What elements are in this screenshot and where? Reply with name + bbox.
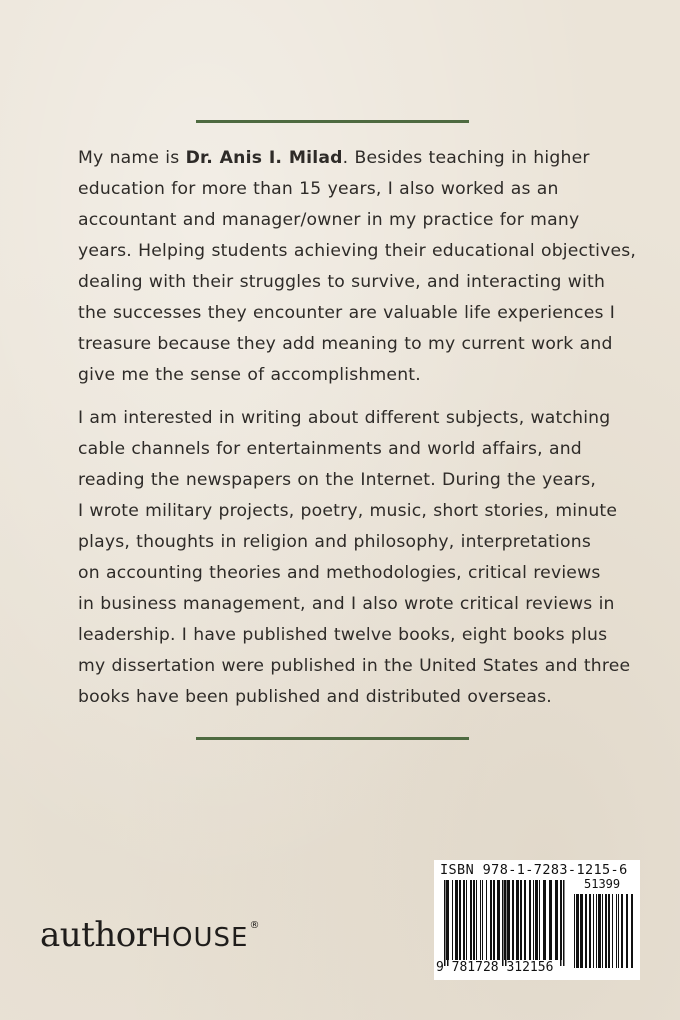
ean-digits: 9 781728 312156 bbox=[436, 960, 554, 975]
bio-line: dealing with their struggles to survive, and interacting with bbox=[78, 272, 606, 292]
bio-line: I am interested in writing about different subjects, watching bbox=[78, 408, 611, 428]
bio-line: cable channels for entertainments and world affairs, and bbox=[78, 439, 582, 459]
author-bio bbox=[78, 143, 637, 725]
isbn-barcode bbox=[434, 860, 640, 980]
bio-paragraph-2 bbox=[78, 403, 631, 713]
bio-line: my dissertation were published in the United States and three bbox=[78, 656, 631, 676]
bio-line: leadership. I have published twelve books, eight books plus bbox=[78, 625, 608, 645]
bio-line: on accounting theories and methodologies, critical reviews bbox=[78, 563, 601, 583]
bio-line: education for more than 15 years, I also worked as an bbox=[78, 179, 559, 199]
logo-author-text: author bbox=[40, 915, 152, 955]
bio-intro-text: My name is bbox=[78, 148, 186, 168]
author-name: Dr. Anis I. Milad bbox=[185, 148, 343, 168]
bio-line: books have been published and distributed overseas. bbox=[78, 687, 552, 707]
bio-line-rest: . Besides teaching in higher bbox=[342, 148, 590, 168]
bio-line: years. Helping students achieving their educational objectives, bbox=[78, 241, 637, 261]
bio-line: I wrote military projects, poetry, music, short stories, minute bbox=[78, 501, 618, 521]
registered-mark: ® bbox=[249, 920, 260, 931]
bio-paragraph-1 bbox=[78, 143, 637, 391]
bio-line: accountant and manager/owner in my practice for many bbox=[78, 210, 580, 230]
top-divider bbox=[196, 120, 469, 123]
bio-line bbox=[78, 143, 614, 174]
bio-line: give me the sense of accomplishment. bbox=[78, 365, 421, 385]
isbn-label: ISBN 978-1-7283-1215-6 bbox=[440, 862, 628, 878]
bio-line: the successes they encounter are valuable life experiences I bbox=[78, 303, 616, 323]
bio-line: plays, thoughts in religion and philosophy, interpretations bbox=[78, 532, 591, 552]
bio-line: reading the newspapers on the Internet. During the years, bbox=[78, 470, 597, 490]
bio-line: treasure because they add meaning to my current work and bbox=[78, 334, 613, 354]
logo-house-text: HOUSE bbox=[151, 923, 249, 953]
bottom-divider bbox=[196, 737, 469, 740]
publisher-logo bbox=[40, 915, 259, 965]
bio-line: in business management, and I also wrote critical reviews in bbox=[78, 594, 615, 614]
addon-digits: 51399 bbox=[584, 877, 621, 891]
